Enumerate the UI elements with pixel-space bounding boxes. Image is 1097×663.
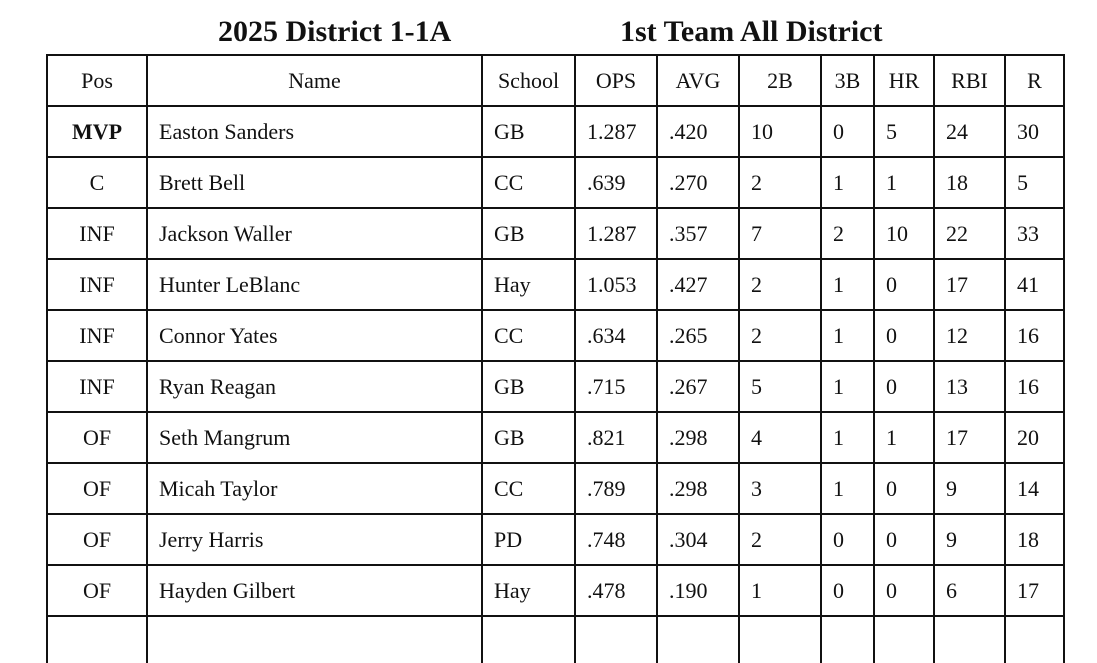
cell-runs: 41 (1005, 259, 1064, 310)
column-header-triples: 3B (821, 55, 874, 106)
table-row-cutoff (47, 616, 1064, 663)
cell-hr: 0 (874, 361, 934, 412)
cell-avg: .357 (657, 208, 739, 259)
cell-runs: 14 (1005, 463, 1064, 514)
cell-hr: 0 (874, 514, 934, 565)
cell-school: Hay (482, 259, 575, 310)
cell-hr: 0 (874, 310, 934, 361)
cell-school: GB (482, 412, 575, 463)
cell-pos: OF (47, 565, 147, 616)
cell-ops: 1.053 (575, 259, 657, 310)
cell-avg: .298 (657, 412, 739, 463)
cell-ops: .634 (575, 310, 657, 361)
cell-rbi: 12 (934, 310, 1005, 361)
column-header-rbi: RBI (934, 55, 1005, 106)
cell-rbi: 13 (934, 361, 1005, 412)
cell-avg: .267 (657, 361, 739, 412)
cell-rbi: 17 (934, 412, 1005, 463)
cell-hr: 10 (874, 208, 934, 259)
cell-triples: 1 (821, 463, 874, 514)
cell-rbi: 6 (934, 565, 1005, 616)
cell-school: Hay (482, 565, 575, 616)
column-header-hr: HR (874, 55, 934, 106)
cell-ops: .748 (575, 514, 657, 565)
cell-hr: 5 (874, 106, 934, 157)
column-header-doubles: 2B (739, 55, 821, 106)
all-district-stats-table (46, 54, 1065, 663)
cell-runs: 16 (1005, 361, 1064, 412)
cell-name: Ryan Reagan (147, 361, 482, 412)
cell-name: Easton Sanders (147, 106, 482, 157)
cell-rbi: 17 (934, 259, 1005, 310)
team-title: 1st Team All District (620, 15, 883, 48)
cell-doubles: 2 (739, 157, 821, 208)
column-header-name: Name (147, 55, 482, 106)
cell-ops: 1.287 (575, 208, 657, 259)
cell-ops: .789 (575, 463, 657, 514)
cell-doubles: 3 (739, 463, 821, 514)
table-row (47, 565, 1064, 616)
cell-pos: OF (47, 514, 147, 565)
cell-rbi: 9 (934, 514, 1005, 565)
column-header-runs: R (1005, 55, 1064, 106)
cell-school: PD (482, 514, 575, 565)
cell-ops: .821 (575, 412, 657, 463)
cell-school: GB (482, 361, 575, 412)
table-header-row (47, 55, 1064, 106)
cell-school: CC (482, 157, 575, 208)
cell-hr: 0 (874, 463, 934, 514)
cell-doubles: 7 (739, 208, 821, 259)
cell-avg: .265 (657, 310, 739, 361)
column-header-school: School (482, 55, 575, 106)
cell-name: Connor Yates (147, 310, 482, 361)
cell-rbi: 9 (934, 463, 1005, 514)
cell-runs: 17 (1005, 565, 1064, 616)
cell-name: Brett Bell (147, 157, 482, 208)
column-header-avg: AVG (657, 55, 739, 106)
cell-pos: OF (47, 412, 147, 463)
cell-runs: 20 (1005, 412, 1064, 463)
cell-doubles: 2 (739, 259, 821, 310)
cell-avg: .427 (657, 259, 739, 310)
cell-avg: .420 (657, 106, 739, 157)
cell-school: GB (482, 208, 575, 259)
column-header-pos: Pos (47, 55, 147, 106)
cell-doubles: 2 (739, 514, 821, 565)
table-row (47, 514, 1064, 565)
cell-school: CC (482, 463, 575, 514)
cell-triples: 0 (821, 106, 874, 157)
cell-runs: 33 (1005, 208, 1064, 259)
cell-triples: 1 (821, 361, 874, 412)
table-row (47, 463, 1064, 514)
cell-ops: .715 (575, 361, 657, 412)
cell-triples: 0 (821, 514, 874, 565)
cell-doubles: 2 (739, 310, 821, 361)
cell-runs: 30 (1005, 106, 1064, 157)
cell-doubles: 4 (739, 412, 821, 463)
cell-school: GB (482, 106, 575, 157)
cell-ops: 1.287 (575, 106, 657, 157)
cell-name: Hunter LeBlanc (147, 259, 482, 310)
cell-pos: INF (47, 361, 147, 412)
cell-rbi: 18 (934, 157, 1005, 208)
table-row (47, 157, 1064, 208)
cell-hr: 0 (874, 259, 934, 310)
cell-triples: 0 (821, 565, 874, 616)
cell-pos: OF (47, 463, 147, 514)
cell-runs: 18 (1005, 514, 1064, 565)
cell-doubles: 10 (739, 106, 821, 157)
cell-ops: .639 (575, 157, 657, 208)
table-row (47, 361, 1064, 412)
table-row (47, 310, 1064, 361)
cell-doubles: 5 (739, 361, 821, 412)
table-row (47, 106, 1064, 157)
cell-ops: .478 (575, 565, 657, 616)
cell-runs: 16 (1005, 310, 1064, 361)
cell-name: Jerry Harris (147, 514, 482, 565)
cell-rbi: 24 (934, 106, 1005, 157)
cell-pos: INF (47, 208, 147, 259)
cell-avg: .298 (657, 463, 739, 514)
district-title: 2025 District 1-1A (218, 15, 452, 48)
cell-avg: .190 (657, 565, 739, 616)
cell-pos: INF (47, 259, 147, 310)
table-row (47, 412, 1064, 463)
cell-triples: 1 (821, 259, 874, 310)
cell-triples: 1 (821, 157, 874, 208)
table-row (47, 208, 1064, 259)
cell-hr: 1 (874, 412, 934, 463)
cell-doubles: 1 (739, 565, 821, 616)
cell-name: Jackson Waller (147, 208, 482, 259)
cell-avg: .304 (657, 514, 739, 565)
cell-avg: .270 (657, 157, 739, 208)
cell-pos: C (47, 157, 147, 208)
cell-triples: 1 (821, 412, 874, 463)
cell-name: Hayden Gilbert (147, 565, 482, 616)
cell-pos: INF (47, 310, 147, 361)
cell-triples: 1 (821, 310, 874, 361)
cell-name: Micah Taylor (147, 463, 482, 514)
cell-name: Seth Mangrum (147, 412, 482, 463)
column-header-ops: OPS (575, 55, 657, 106)
cell-runs: 5 (1005, 157, 1064, 208)
cell-school: CC (482, 310, 575, 361)
cell-rbi: 22 (934, 208, 1005, 259)
cell-hr: 0 (874, 565, 934, 616)
cell-pos: MVP (47, 106, 147, 157)
table-row (47, 259, 1064, 310)
cell-hr: 1 (874, 157, 934, 208)
cell-triples: 2 (821, 208, 874, 259)
